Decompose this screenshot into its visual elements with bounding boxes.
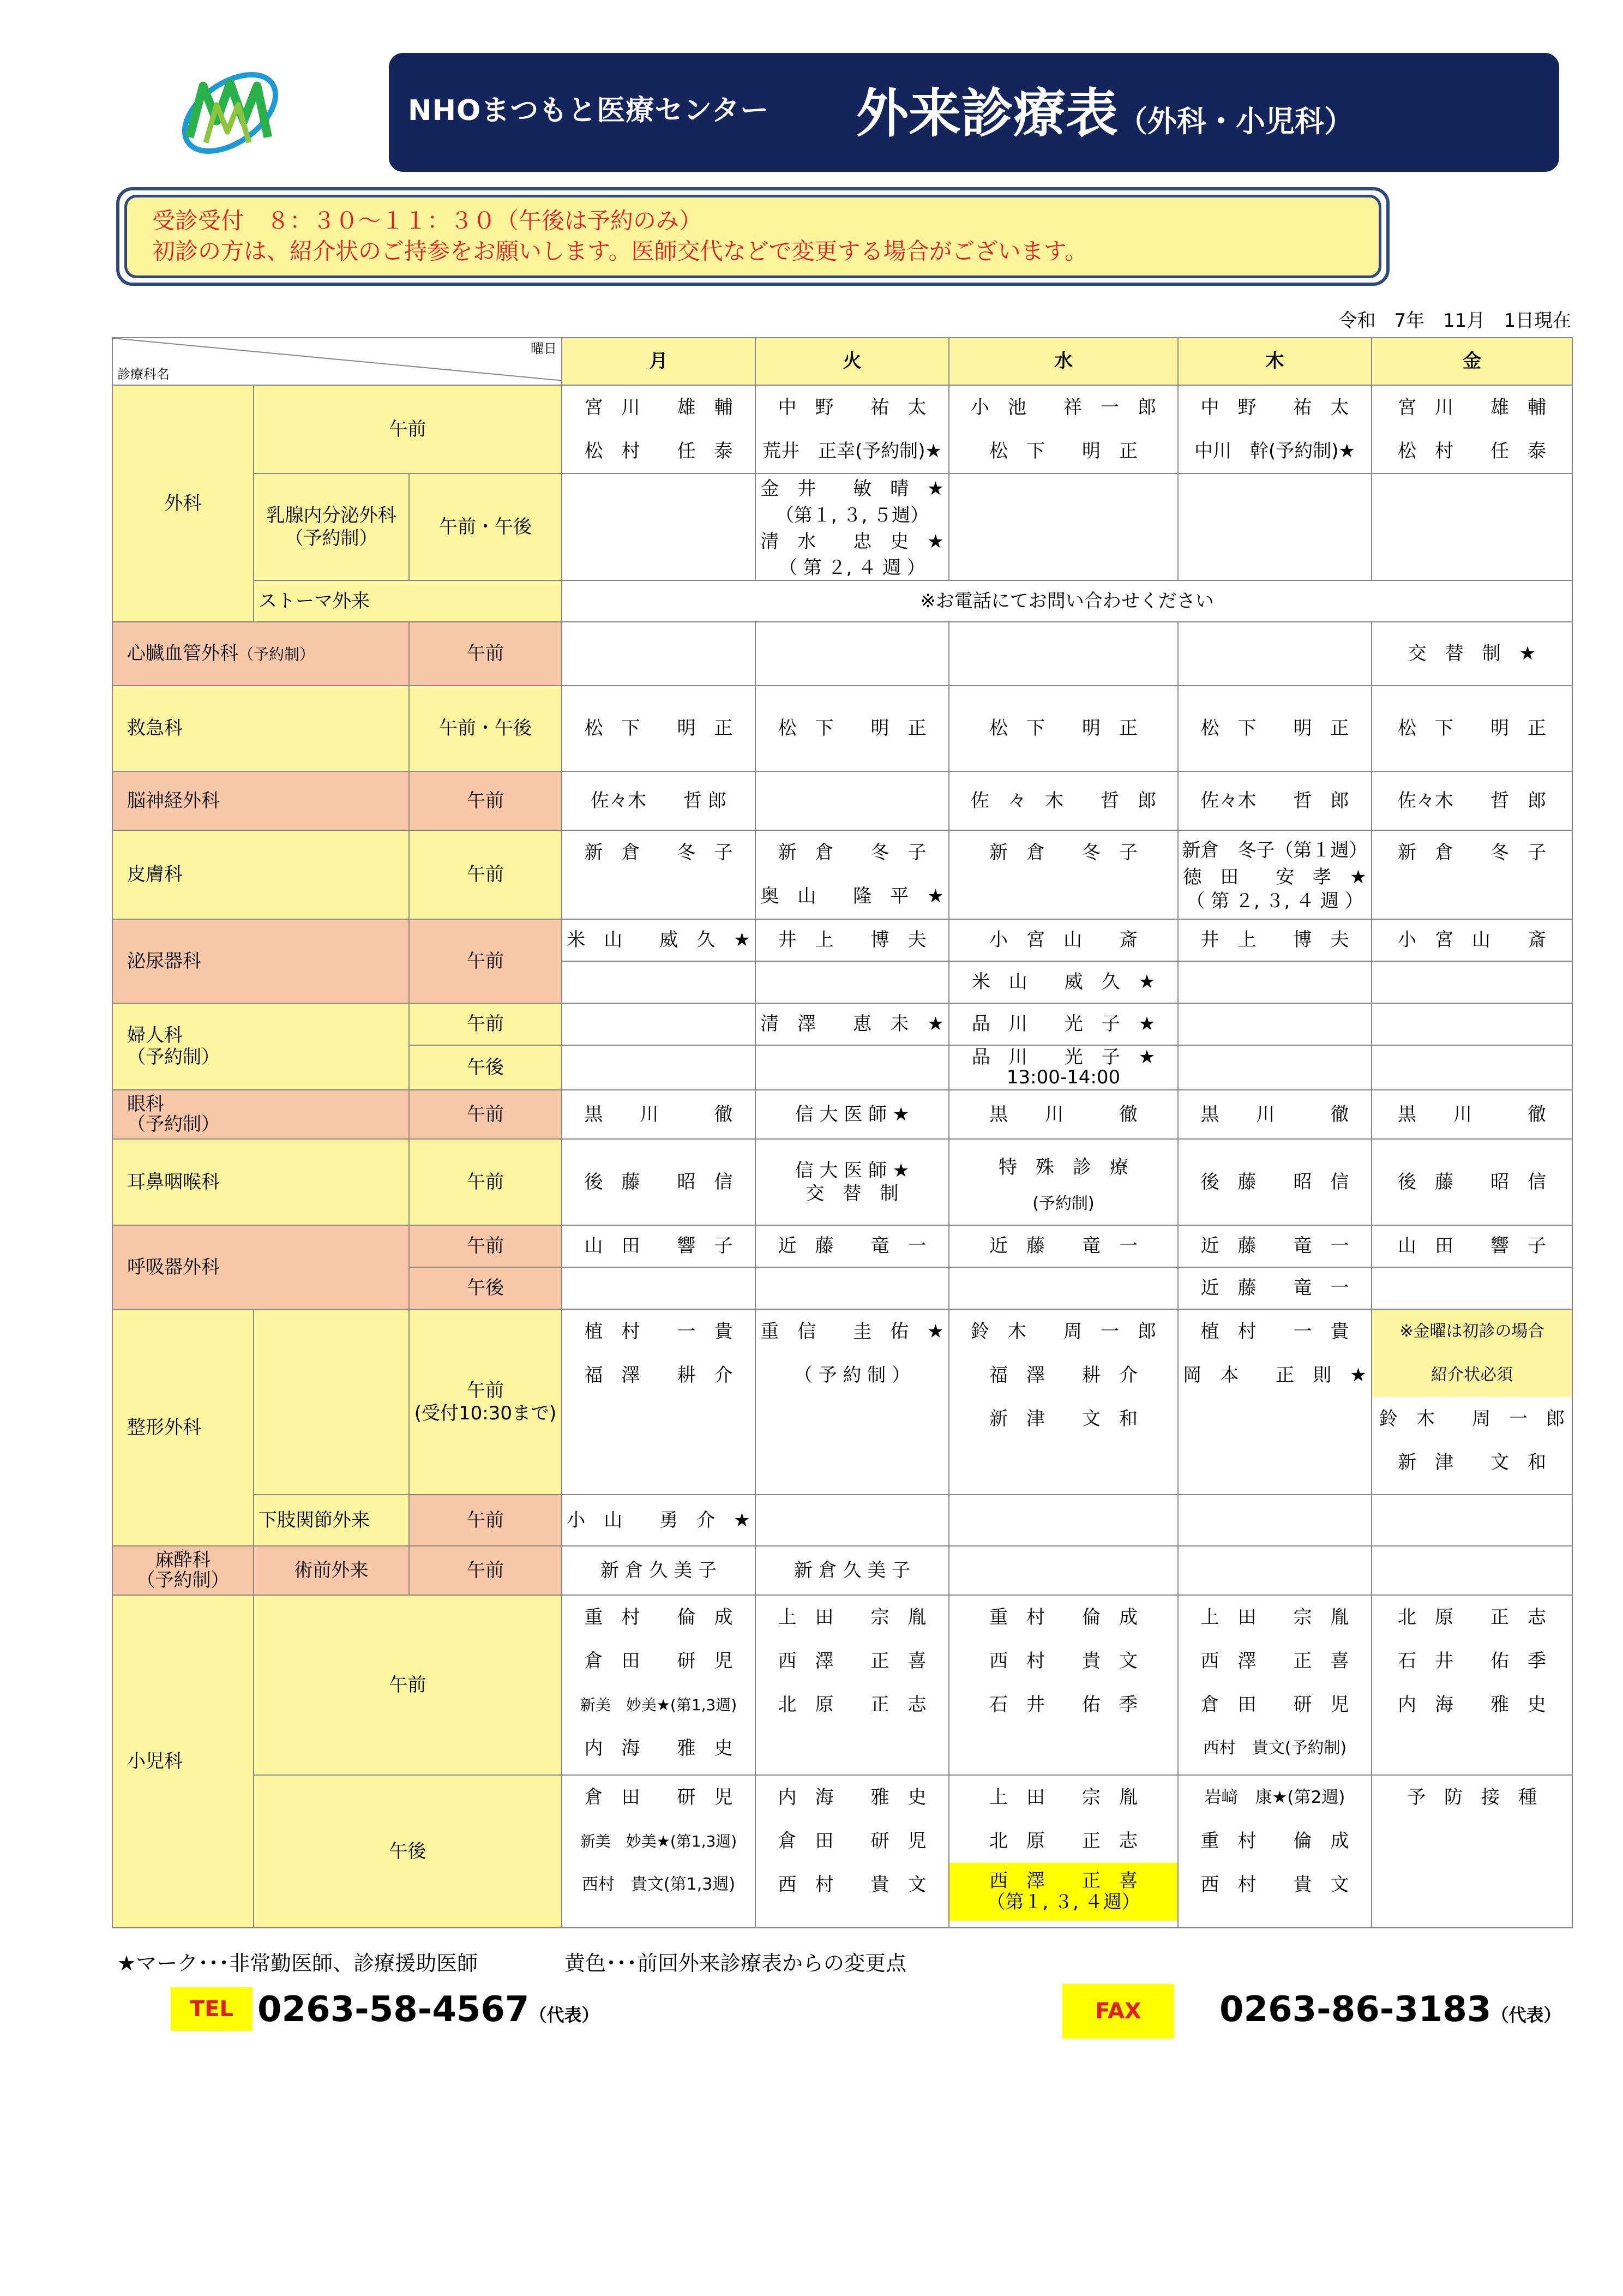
dept-jibi: 耳鼻咽喉科	[112, 1139, 409, 1225]
row-ganka	[112, 1090, 1572, 1139]
row-geka-am	[112, 385, 1572, 473]
row-nyusen	[112, 473, 1572, 580]
doctor: 中 野 祐 太	[778, 396, 927, 418]
dept-shinzo-label: 心臓血管外科	[127, 643, 238, 665]
dept-kokyuki: 呼吸器外科	[112, 1225, 409, 1309]
tel-label: TEL	[171, 1987, 253, 2031]
cell-hinyoki-wed-2: 米 山 威 久 ★	[949, 961, 1178, 1003]
cell-empty	[562, 1003, 755, 1045]
doctor: 中 野 祐 太	[1200, 396, 1349, 418]
row-kashi	[112, 1495, 1572, 1546]
doctor: 西 澤 正 喜	[778, 1650, 927, 1672]
cell-shoni-am-fri	[1372, 1595, 1572, 1775]
legend-yellow: 黄色･･･前回外来診療表からの変更点	[564, 1951, 907, 1975]
doctor: 倉 田 研 児	[1200, 1693, 1349, 1716]
changed-highlight	[949, 1863, 1177, 1921]
row-hinyoki-1	[112, 919, 1572, 961]
cell-empty	[1372, 1045, 1572, 1090]
cell-hifu-fri	[1372, 830, 1572, 919]
reservation-note: （ 予 約 制 ）	[794, 1364, 911, 1386]
week-note: （ 第 ２, ３, ４ 週 ）	[1186, 890, 1363, 913]
cell-shinzo-tue	[755, 622, 949, 686]
row-stoma	[112, 580, 1572, 622]
tel-daihyo: （代表）	[529, 2005, 599, 2025]
cell-empty	[1372, 1495, 1572, 1546]
doctor: 重 信 圭 佑 ★	[760, 1320, 944, 1342]
doctor: 内 海 雅 史	[584, 1737, 733, 1759]
doctor: 重 村 倫 成	[1200, 1830, 1349, 1852]
time-shoni-pm: 午後	[254, 1775, 562, 1928]
row-kokyuki-am	[112, 1225, 1572, 1267]
dept-shinzo	[112, 622, 409, 686]
cell-empty	[1372, 1003, 1572, 1045]
cell-nyusen-tue	[755, 473, 949, 580]
dept-shinzo-note: （予約制）	[238, 645, 315, 664]
note-line: 紹介状必須	[1431, 1365, 1513, 1385]
doctor: 新 倉 冬 子	[989, 841, 1138, 864]
doctor: 内 海 雅 史	[1398, 1693, 1546, 1716]
table-header-row	[112, 338, 1572, 385]
week-note: （第１, ３, ４週）	[987, 1891, 1140, 1913]
document-title	[856, 83, 1354, 144]
doctor: 重 村 倫 成	[584, 1606, 733, 1628]
doctor: 西村 貴文(予約制)	[1203, 1739, 1347, 1758]
cell-shinzo-thu	[1178, 622, 1372, 686]
cell-seikei-wed	[949, 1309, 1178, 1495]
cell-shoni-pm-wed	[949, 1775, 1178, 1928]
cell-shoni-am-wed	[949, 1595, 1178, 1775]
doctor: 金 井 敏 晴 ★	[760, 478, 944, 500]
cell-shoni-pm-mon	[562, 1775, 755, 1928]
header-youbi: 曜日	[531, 341, 557, 356]
cell-ganka-mon: 黒 川 徹	[562, 1090, 755, 1139]
row-hifu	[112, 830, 1572, 919]
fax-daihyo: （代表）	[1491, 2005, 1561, 2025]
time-kokyuki-am: 午前	[409, 1225, 562, 1267]
doctor: 石 井 佑 季	[1398, 1650, 1546, 1672]
cell-hinyoki-thu: 井 上 博 夫	[1178, 919, 1372, 961]
cell-nyusen-thu	[1178, 473, 1372, 580]
cell-empty	[562, 961, 755, 1003]
row-noushinkei	[112, 771, 1572, 830]
hospital-logo	[173, 61, 281, 165]
cell-empty	[1178, 1546, 1372, 1595]
day-wed: 水	[949, 338, 1178, 385]
cell-empty	[1178, 961, 1372, 1003]
week-note: （ 第 ２, ４ 週 ）	[779, 557, 925, 579]
doctor: 重 村 倫 成	[989, 1606, 1138, 1628]
doctor: 北 原 正 志	[989, 1830, 1138, 1852]
cell-hifu-mon	[562, 830, 755, 919]
cell-empty	[949, 1546, 1178, 1595]
time-kokyuki-pm: 午後	[409, 1267, 562, 1309]
cell-masui-mon: 新 倉 久 美 子	[562, 1546, 755, 1595]
cell-jibi-fri: 後 藤 昭 信	[1372, 1139, 1572, 1225]
special-clinic: 特 殊 診 療	[999, 1156, 1128, 1178]
time-masui: 午前	[409, 1546, 562, 1595]
cell-noushinkei-tue	[755, 771, 949, 830]
cell-fujin-am-wed: 品 川 光 子 ★	[949, 1003, 1178, 1045]
title-subtitle: （外科・小児科）	[1118, 104, 1354, 139]
cell-noushinkei-wed: 佐 々 木 哲 郎	[949, 771, 1178, 830]
tel-number-text[interactable]: 0263-58-4567	[257, 1989, 530, 2030]
fax-number-text: 0263-86-3183	[1219, 1989, 1492, 2030]
time-shoni-am: 午前	[254, 1595, 562, 1775]
doctor: 新 倉 冬 子	[1398, 841, 1546, 864]
cell-empty	[755, 1267, 949, 1309]
doctor: 清 水 忠 史 ★	[760, 530, 944, 553]
doctor: 新 津 文 和	[989, 1407, 1138, 1430]
cell-empty	[1178, 1495, 1372, 1546]
tel-number[interactable]	[257, 1989, 599, 2030]
doctor: 倉 田 研 児	[778, 1830, 927, 1852]
doctor: 西 村 貴 文	[778, 1873, 927, 1896]
cell-empty	[1372, 961, 1572, 1003]
cell-empty	[949, 1495, 1178, 1546]
vaccination: 予 防 接 種	[1407, 1786, 1537, 1808]
doctor: 新 津 文 和	[1398, 1451, 1546, 1473]
row-jibi	[112, 1139, 1572, 1225]
cell-shinzo-mon	[562, 622, 755, 686]
doctor: 宮 川 雄 輔	[584, 396, 733, 418]
cell-kokyuki-thu: 近 藤 竜 一	[1178, 1225, 1372, 1267]
cell-kokyuki-mon: 山 田 響 子	[562, 1225, 755, 1267]
time-hifu: 午前	[409, 830, 562, 919]
doctor: 岡 本 正 則 ★	[1183, 1364, 1367, 1386]
dept-noushinkei: 脳神経外科	[112, 771, 409, 830]
cell-shoni-am-thu	[1178, 1595, 1372, 1775]
cell-nyusen-fri	[1372, 473, 1572, 580]
time-fujin-pm: 午後	[409, 1045, 562, 1090]
cell-fujin-pm-wed	[949, 1045, 1178, 1090]
cell-empty	[562, 1267, 755, 1309]
row-shinzo	[112, 622, 1572, 686]
cell-ganka-tue: 信 大 医 師 ★	[755, 1090, 949, 1139]
first-visit-note	[1372, 1310, 1572, 1397]
doctor: 倉 田 研 児	[584, 1650, 733, 1672]
cell-kokyuki-pm-thu: 近 藤 竜 一	[1178, 1267, 1372, 1309]
cell-seikei-mon	[562, 1309, 755, 1495]
dept-fujin: 婦人科 （予約制）	[112, 1003, 409, 1090]
doctor: 鈴 木 周 一 郎	[971, 1320, 1156, 1342]
dept-masui: 麻酔科 （予約制）	[112, 1546, 254, 1595]
day-mon: 月	[562, 338, 755, 385]
doctor: 石 井 佑 季	[989, 1693, 1138, 1716]
doctor: 西 村 貴 文	[989, 1650, 1138, 1672]
cell-seikei-fri	[1372, 1309, 1572, 1495]
doctor: 西村 貴文(第1,3週)	[581, 1875, 736, 1895]
cell-geka-tue	[755, 385, 949, 473]
dept-hifu: 皮膚科	[112, 830, 409, 919]
stoma-note: ※お電話にてお問い合わせください	[562, 580, 1572, 622]
row-kyukyu	[112, 686, 1572, 771]
cell-empty	[1372, 1546, 1572, 1595]
day-thu: 木	[1178, 338, 1372, 385]
cell-shinzo-wed	[949, 622, 1178, 686]
doctor: 西 澤 正 喜	[989, 1869, 1138, 1892]
doctor: 北 原 正 志	[778, 1693, 927, 1716]
doctor: 新美 妙美★(第1,3週)	[580, 1695, 737, 1714]
cell-kyukyu-mon: 松 下 明 正	[562, 686, 755, 771]
dept-kyukyu: 救急科	[112, 686, 409, 771]
doctor: 交 替 制	[806, 1183, 899, 1204]
doctor: 上 田 宗 胤	[989, 1786, 1138, 1808]
cell-geka-fri	[1372, 385, 1572, 473]
doctor: 上 田 宗 胤	[1200, 1606, 1349, 1628]
cell-nyusen-mon	[562, 473, 755, 580]
note-line: ※金曜は初診の場合	[1399, 1322, 1544, 1341]
notice-line-2: 初診の方は、紹介状のご持参をお願いします。医師交代などで変更する場合がございます。	[152, 238, 1088, 265]
cell-geka-thu	[1178, 385, 1372, 473]
doctor: 倉 田 研 児	[584, 1786, 733, 1808]
cell-seikei-thu	[1178, 1309, 1372, 1495]
cell-hinyoki-mon: 米 山 威 久 ★	[562, 919, 755, 961]
time-fujin-am: 午前	[409, 1003, 562, 1045]
doctor: 植 村 一 貴	[1200, 1320, 1349, 1342]
cell-empty	[1178, 1045, 1372, 1090]
cell-kashi-mon: 小 山 勇 介 ★	[562, 1495, 755, 1546]
day-fri: 金	[1372, 338, 1572, 385]
schedule-table	[112, 337, 1573, 1928]
cell-empty	[1372, 1267, 1572, 1309]
dept-shoni: 小児科	[112, 1595, 254, 1928]
doctor: 岩﨑 康★(第2週)	[1204, 1787, 1345, 1807]
time-seikei-am: 午前 (受付10:30まで)	[409, 1309, 562, 1495]
dept-ganka: 眼科 （予約制）	[112, 1090, 409, 1139]
doctor: 品 川 光 子 ★	[971, 1046, 1156, 1068]
cell-kokyuki-fri: 山 田 響 子	[1372, 1225, 1572, 1267]
cell-geka-mon	[562, 385, 755, 473]
cell-kokyuki-tue: 近 藤 竜 一	[755, 1225, 949, 1267]
time-kashi: 午前	[409, 1495, 562, 1546]
doctor: 信 大 医 師 ★	[795, 1159, 910, 1182]
doctor: 新美 妙美★(第1,3週)	[580, 1832, 737, 1850]
cell-ganka-thu: 黒 川 徹	[1178, 1090, 1372, 1139]
cell-shoni-am-tue	[755, 1595, 949, 1775]
cell-fujin-am-tue: 清 澤 恵 未 ★	[755, 1003, 949, 1045]
row-seikei-am	[112, 1309, 1572, 1495]
cell-seikei-tue	[755, 1309, 949, 1495]
cell-hinyoki-wed: 小 宮 山 斎	[949, 919, 1178, 961]
cell-hinyoki-fri: 小 宮 山 斎	[1372, 919, 1572, 961]
title-main: 外来診療表	[856, 83, 1118, 144]
time-range: 13:00-14:00	[1006, 1066, 1121, 1088]
doctor: 新 倉 冬 子	[584, 841, 733, 864]
cell-kokyuki-wed: 近 藤 竜 一	[949, 1225, 1178, 1267]
doctor: 徳 田 安 孝 ★	[1183, 866, 1367, 889]
dept-kashi: 下肢関節外来	[254, 1495, 409, 1546]
cell-shoni-pm-tue	[755, 1775, 949, 1928]
cell-empty	[755, 961, 949, 1003]
day-tue: 火	[755, 338, 949, 385]
legend-star: ★マーク･･･非常勤医師、診療援助医師	[117, 1951, 478, 1975]
dept-geka: 外科	[112, 385, 254, 622]
fax-number	[1219, 1989, 1561, 2030]
cell-kyukyu-tue: 松 下 明 正	[755, 686, 949, 771]
cell-hifu-tue	[755, 830, 949, 919]
cell-jibi-wed	[949, 1139, 1178, 1225]
cell-shoni-pm-fri	[1372, 1775, 1572, 1928]
cell-noushinkei-mon: 佐々木 哲 郎	[562, 771, 755, 830]
time-ganka: 午前	[409, 1090, 562, 1139]
corner-diagonal	[113, 338, 562, 385]
cell-kyukyu-fri: 松 下 明 正	[1372, 686, 1572, 771]
time-geka-am: 午前	[254, 385, 562, 473]
doctor: 新 倉 冬 子	[778, 842, 927, 864]
cell-hifu-thu	[1178, 830, 1372, 919]
time-jibi: 午前	[409, 1139, 562, 1225]
cell-noushinkei-fri: 佐々木 哲 郎	[1372, 771, 1572, 830]
cell-nyusen-wed	[949, 473, 1178, 580]
doctor: 北 原 正 志	[1398, 1606, 1546, 1628]
cell-ganka-fri: 黒 川 徹	[1372, 1090, 1572, 1139]
doctor: 福 澤 耕 介	[584, 1364, 733, 1386]
doctor: 上 田 宗 胤	[778, 1606, 927, 1628]
fax-label: FAX	[1062, 1984, 1174, 2039]
row-fujin-am	[112, 1003, 1572, 1045]
cell-jibi-thu: 後 藤 昭 信	[1178, 1139, 1372, 1225]
doctor: 植 村 一 貴	[584, 1320, 733, 1342]
cell-noushinkei-thu: 佐々木 哲 郎	[1178, 771, 1372, 830]
doctor: 松 村 任 泰	[584, 440, 733, 462]
cell-jibi-mon: 後 藤 昭 信	[562, 1139, 755, 1225]
cell-kyukyu-thu: 松 下 明 正	[1178, 686, 1372, 771]
cell-ganka-wed: 黒 川 徹	[949, 1090, 1178, 1139]
doctor: 松 下 明 正	[989, 440, 1138, 462]
cell-hifu-wed	[949, 830, 1178, 919]
dept-stoma: ストーマ外来	[254, 580, 562, 622]
cell-empty	[1178, 1003, 1372, 1045]
cell-shoni-am-mon	[562, 1595, 755, 1775]
cell-kyukyu-wed: 松 下 明 正	[949, 686, 1178, 771]
cell-empty	[562, 1045, 755, 1090]
cell-hinyoki-tue: 井 上 博 夫	[755, 919, 949, 961]
doctor: 奥 山 隆 平 ★	[760, 885, 944, 908]
doctor: 中川 幹(予約制)★	[1194, 440, 1355, 462]
dept-jutsuzen: 術前外来	[254, 1546, 409, 1595]
time-kyukyu: 午前・午後	[409, 686, 562, 771]
doctor: 荒井 正幸(予約制)★	[762, 440, 942, 462]
doctor: 西 澤 正 喜	[1200, 1650, 1349, 1672]
doctor: 新倉 冬子（第１週）	[1182, 840, 1368, 862]
doctor: 西 村 貴 文	[1200, 1873, 1349, 1896]
org-name: NHOまつもと医療センター	[408, 94, 770, 127]
corner-header	[112, 338, 562, 385]
row-masui	[112, 1546, 1572, 1595]
dept-nyusen: 乳腺内分泌外科 （予約制）	[254, 473, 409, 580]
time-hinyoki: 午前	[409, 919, 562, 1003]
cell-shoni-pm-thu	[1178, 1775, 1372, 1928]
time-noushinkei: 午前	[409, 771, 562, 830]
as-of-date: 令和 7年 11月 1日現在	[1338, 310, 1571, 332]
seikei-sub-blank	[254, 1309, 409, 1495]
cell-empty	[755, 1495, 949, 1546]
cell-empty	[949, 1267, 1178, 1309]
cell-empty	[755, 1045, 949, 1090]
cell-shinzo-fri: 交 替 制 ★	[1372, 622, 1572, 686]
doctor: 鈴 木 周 一 郎	[1379, 1407, 1565, 1430]
time-nyusen: 午前・午後	[409, 473, 562, 580]
dept-seikei: 整形外科	[112, 1309, 254, 1546]
reservation-note: (予約制)	[1032, 1194, 1095, 1214]
doctor: 松 村 任 泰	[1398, 440, 1546, 462]
row-shoni-pm	[112, 1775, 1572, 1928]
header-dept: 診療科名	[117, 367, 170, 382]
cell-geka-wed	[949, 385, 1178, 473]
dept-hinyoki: 泌尿器科	[112, 919, 409, 1003]
cell-masui-tue: 新 倉 久 美 子	[755, 1546, 949, 1595]
notice-line-1: 受診受付 ８：３０～１１：３０（午後は予約のみ）	[152, 207, 702, 234]
row-shoni-am	[112, 1595, 1572, 1775]
time-shinzo: 午前	[409, 622, 562, 686]
doctor: 福 澤 耕 介	[989, 1364, 1138, 1386]
doctor: 内 海 雅 史	[778, 1786, 927, 1808]
doctor: 小 池 祥 一 郎	[971, 396, 1156, 418]
cell-jibi-tue	[755, 1139, 949, 1225]
week-note: （第１, ３, ５週）	[775, 504, 929, 526]
doctor: 宮 川 雄 輔	[1398, 396, 1546, 418]
